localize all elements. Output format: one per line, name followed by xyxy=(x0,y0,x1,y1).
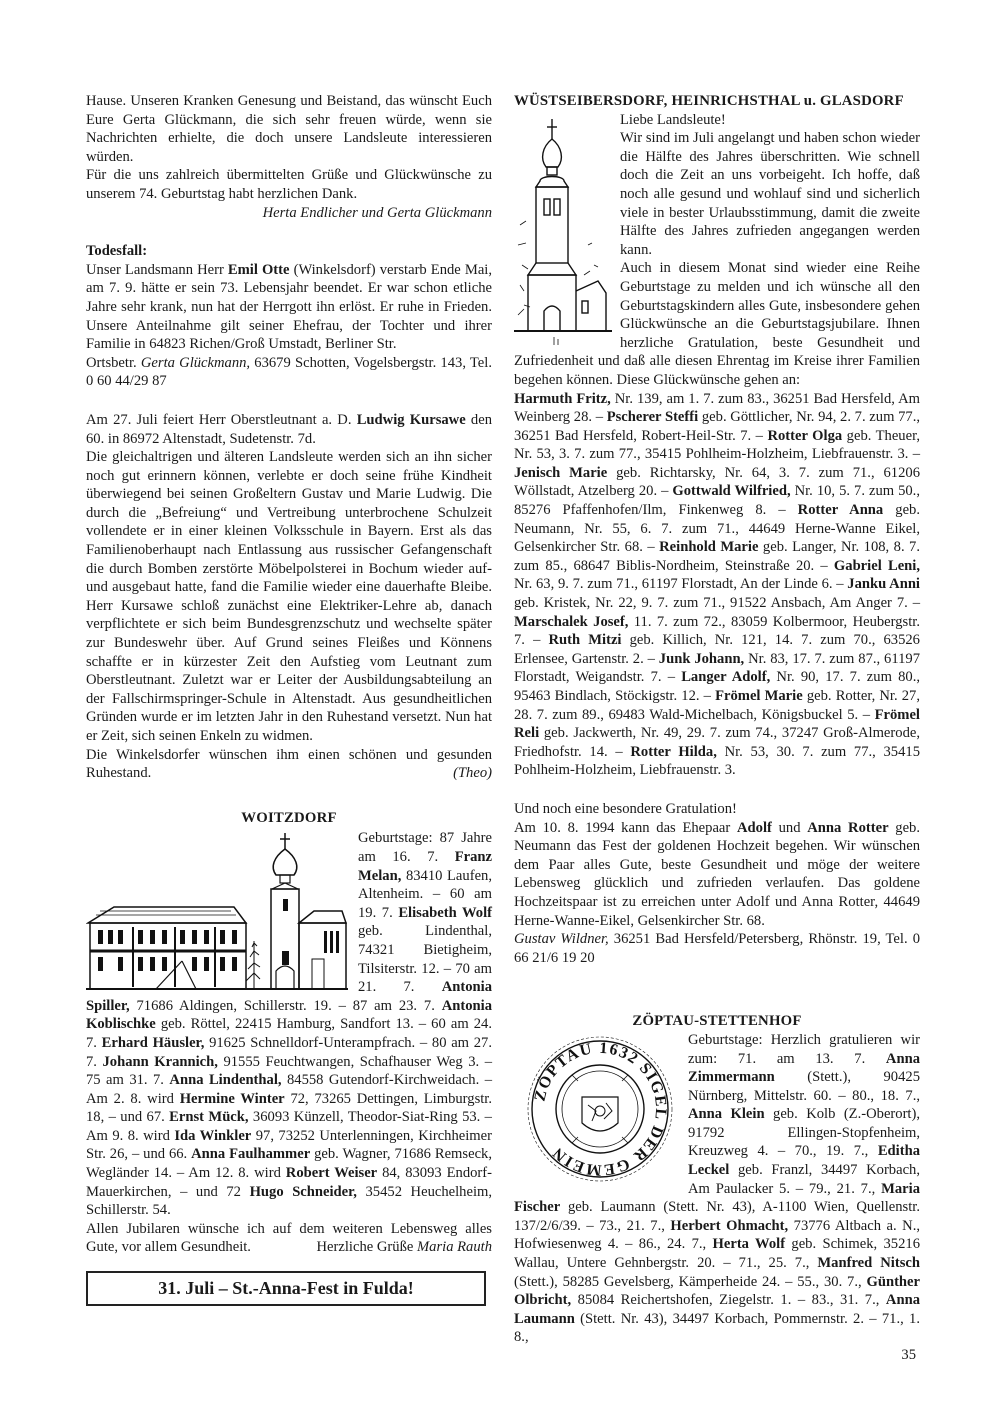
thanks-text: Für die uns zahlreich übermittelten Grüße und Glückwünsche zu unserem 74. Geburtstag habt herzlichen Dank. xyxy=(86,167,492,202)
woitzdorf-signature: Maria Rauth xyxy=(417,1239,492,1256)
church-tower-illustration xyxy=(514,115,612,347)
kursawe-name: Ludwig Kursawe xyxy=(356,411,466,428)
wuestseibersdorf-p2: Auch in diesem Monat sind wieder eine Reihe Geburtstage zu melden und ich wünsche all den Geburtstagskindern alles Gute, insbesondere gehen Glückwünsche an die Geburtstagsjubilare. Ihnen herzliche Gratulation, beste Gesundheit und Zufriedenheit und daß alle diesen Ehrentag im Kreise ihrer Familien begehen können. Diese Glückwünsche gehen an: xyxy=(514,260,920,388)
wuestseibersdorf-p1: Wir sind im Juli angelangt und haben schon wieder die Hälfte des Jahres überschritten. Wie schnell doch die Zeit an uns vorbeigeht. Ich hoffe, daß noch alle gesund und wohlauf sind und sicherlich viele in bester Urlaubsstimmung, damit die zweite Hälfte des Jahres zufrieden angegangen werden kann. xyxy=(620,130,920,258)
right-column xyxy=(514,92,920,1347)
woitzdorf-village-illustration xyxy=(86,831,348,991)
special-text: Am 10. 8. 1994 kann das Ehepaar Adolf und Anna Rotter geb. Neumann das Fest der goldenen Hochzeit begehen. Wir wünschen dem Paar alles Gute, beste Gesundheit und möge der weitere Lebensweg glücklich und zufrieden verlaufen. Das goldene Hochzeitspaar ist zu erreichen unter Adolf und Anna Rotter, 44649 Herne-Wanne-Eikel, Gelsenkircher Str. 68. xyxy=(514,819,920,929)
obituary-text: Unser Landsmann Herr Emil Otte (Winkelsdorf) verstarb Ende Mai, am 7. 9. hätte er sein 73. Lebensjahr beendet. Er war schon etliche Jahre sehr krank, nun hat der Herrgott ihn erlöst. Er ruhe in Frieden. Unsere Anteilnahme gilt seiner Ehefrau, der Tochter und ihrer Familie in 64823 Richen/Groß Umstadt, Berliner Str. xyxy=(86,261,493,353)
kursawe-body: Die gleichaltrigen und älteren Landsleute werden sich an ihn sicher noch gut erinnern können, verlebte er doch seine frühe Kindheit überwiegend bei seinen Großeltern Gustav und Marie Ludwig. Die durch die „Befreiung“ und Vertreibung unterbrochene Schulzeit vollendete er in einer kleinen Volksschule in Bayern. Erst als das Familienoberhaupt nach Entlassung aus russischer Gefangenschaft die durch Bomben zerstörte Möbelpolsterei in Bochum wieder auf- und ausgebaut hatte, fand die Familie wieder eine dauerhafte Bleibe. Herr Kursawe schloß zunächst eine Elektriker-Lehre ab, danach verpflichtete er sich beim Bundesgrenzschutz und wechselte später zur Bundeswehr über. Auf Grund seines Fleißes und Könnens schaffte er in kürzester Zeit den Aufstieg vom Leutnant zum Oberstleutnant. Zuletzt war er Leiter der Ausbildungsabteilung an der Fallschirmspringer-Schule in Altenstadt. Aus gesundheitlichen Gründen wurde er im letzten Jahr in den Ruhestand versetzt. Nun hat er Zeit, sich seinen Enkeln zu widmen. xyxy=(86,449,492,744)
wuestseibersdorf-birthdays: Harmuth Fritz, Nr. 139, am 1. 7. zum 83., 36251 Bad Hersfeld, Am Weinberg 28. – Pscherer Steffi geb. Göttlicher, Nr. 94, 2. 7. zum 77., 36251 Bad Hersfeld, Robert-Heil-Str. 7. – Rotter Olga geb. Theuer, Nr. 53, 3. 7. zum 77., 35415 Pohlheim-Holzheim, Liebfrauenstr. 3. – Jenisch Marie geb. Richtarsky, Nr. 64, 3. 7. zum 71., 61206 Wöllstadt, Atzelberg 20. – Gottwald Wilfried, Nr. 10, 5. 7. zum 50., 85276 Pfaffenhofen/Ilm, Finkenweg 8. – Rotter Anna geb. Neumann, Nr. 55, 6. 7. zum 71., 44649 Herne-Wanne Eikel, Gelsenkircher Str. 68. – Reinhold Marie geb. Langer, Nr. 108, 8. 7. zum 85., 68647 Biblis-Nordheim, Steinstraße 20. – Gabriel Leni, Nr. 63, 9. 7. zum 71., 61197 Florstadt, An der Linde 6. – Janku Anni geb. Kristek, Nr. 22, 9. 7. zum 71., 91522 Ansbach, Am Anger 7. – Marschalek Josef, 11. 7. zum 72., 83059 Kolbermoor, Heubergstr. 7. – Ruth Mitzi geb. Killich, Nr. 121, 14. 7. zum 70., 63526 Erlensee, Gartenstr. 2. – Junk Johann, Nr. 83, 17. 7. zum 87., 61197 Florstadt, Weigandstr. 7. – Langer Adolf, Nr. 90, 17. 7. zum 80., 95463 Bindlach, Stöckigstr. 12. – Frömel Marie geb. Rotter, Nr. 27, 28. 7. zum 89., 69483 Wald-Michelbach, Königsbuckel 5. – Frömel Reli geb. Jackwerth, Nr. 49, 29. 7. zum 74., 37247 Groß-Almerode, Friedhofstr. 14. – Rotter Hilda, Nr. 53, 30. 7. zum 77., 35415 Pohlheim-Holzheim, Liebfrauenstr. 3. xyxy=(514,390,921,779)
special-heading: Und noch eine besondere Gratulation! xyxy=(514,800,737,817)
kursawe-intro: Am 27. Juli feiert Herr Oberstleutnant a. D. Ludwig Kursawe den 60. in 86972 Altenstadt, Sudetenstr. 7d. xyxy=(86,411,492,447)
wuestseibersdorf-greeting: Liebe Landsleute! xyxy=(620,111,726,128)
zoeptau-birthdays: Geburtstage: Herzlich gratulieren wir zum: 71. am 13. 7. Anna Zimmermann (Stett.), 90425 Nürnberg, Mittelstr. 60. – 80., 18. 7., Anna Klein geb. Kolb (Z.-Oberort), 91792 Ellingen-Stopfenheim, Kreuzweg 4. – 70., 19. 7., Editha Leckel geb. Franzl, 34497 Korbach, Am Paulacker 5. – 79., 21. 7., Maria Fischer geb. Laumann (Stett. Nr. 43), A-1100 Wien, Quellenstr. 137/2/6/39. – 73., 21. 7., Herbert Ohmacht, 73776 Altbach a. N., Hofwiesenweg 4. – 86., 24. 7., Herta Wolf geb. Schimek, 35216 Wallau, Untere Gehnbergstr. 20. – 71., 25. 7., Manfred Nitsch (Stett.), 58285 Gevelsberg, Kämperheide 24. – 55., 30. 7., Günther Olbricht, 85084 Reichertshofen, Ziegelstr. 1. – 83., 31. 7., Anna Laumann (Stett. Nr. 43), 34497 Korbach, Pommernstr. 2. – 71., 1. 8., xyxy=(514,1031,920,1346)
page-number: 35 xyxy=(901,1347,916,1363)
obituary-contact: Ortsbetr. Gerta Glückmann, 63679 Schotten, Vogelsbergstr. 143, Tel. 0 60 44/29 87 xyxy=(86,354,492,390)
kursawe-closing: Die Winkelsdorfer wünschen ihm einen schönen und gesunden Ruhestand. (Theo) xyxy=(86,746,492,782)
woitzdorf-closing: Allen Jubilaren wünsche ich auf dem weiteren Lebensweg alles Gute, vor allem Gesundheit. Herzliche Grüße Maria Rauth xyxy=(86,1220,492,1256)
woitzdorf-birthdays: Geburtstage: 87 Jahre am 16. 7. Franz Melan, 83410 Laufen, Altenheim. – 60 am 19. 7. Elisabeth Wolf geb. Lindenthal, 74321 Bietigheim, Tilsiterstr. 12. – 70 am 21. 7. Antonia Spiller, 71686 Aldingen, Schillerstr. 19. – 87 am 23. 7. Antonia Koblischke geb. Röttel, 22415 Hamburg, Sandfort 13. – 60 am 24. 7. Erhard Häusler, 91625 Schnelldorf-Unterampfrach. – 80 am 27. 7. Johann Krannich, 91555 Feuchtwangen, Schafhauser Weg 3. – 75 am 31. 7. Anna Lindenthal, 84558 Gutendorf-Kirchweidach. – Am 2. 8. wird Hermine Winter 72, 73265 Dettingen, Limburgstr. 18, – und 67. Ernst Mück, 36093 Künzell, Theodor-Siat-Ring 53. – Am 9. 8. wird Ida Winkler 97, 73252 Unterlenningen, Kirchheimer Str. 26, – und 66. Anna Faulhammer geb. Wagner, 71686 Remseck, Wegländer 14. – Am 12. 8. wird Robert Weiser 84, 83093 Endorf-Mauerkirchen, – und 72 Hugo Schneider, 35452 Heuchelheim, Schillerstr. 54. xyxy=(86,830,493,1219)
st-anna-fest-notice: 31. Juli – St.-Anna-Fest in Fulda! xyxy=(86,1271,486,1306)
intro-signature: Herta Endlicher und Gerta Glückmann xyxy=(262,204,492,221)
obituary-heading: Todesfall: xyxy=(86,243,148,260)
obituary-name: Emil Otte xyxy=(227,261,290,278)
seal-text: ZÖPTAU 1632 SIGEL DER GEMEIN xyxy=(531,1039,670,1179)
woitzdorf-title: WOITZDORF xyxy=(241,809,337,826)
kursawe-signature: (Theo) xyxy=(453,765,492,782)
intro-text: Hause. Unseren Kranken Genesung und Beistand, das wünscht Euch Eure Gerta Glückmann, die sich sehr freuen würde, wenn sie Nachrichten erhielte, die doch unsere Landsleute interessieren würden. xyxy=(86,93,492,165)
special-contact: Gustav Wildner, 36251 Bad Hersfeld/Petersberg, Rhönstr. 19, Tel. 0 66 21/6 19 20 xyxy=(514,931,921,966)
zoeptau-seal-illustration xyxy=(520,1035,680,1183)
wuestseibersdorf-title: WÜSTSEIBERSDORF, HEINRICHSTHAL u. GLASDORF xyxy=(514,93,904,109)
left-column xyxy=(86,92,492,1306)
zoeptau-title: ZÖPTAU-STETTENHOF xyxy=(632,1013,802,1030)
